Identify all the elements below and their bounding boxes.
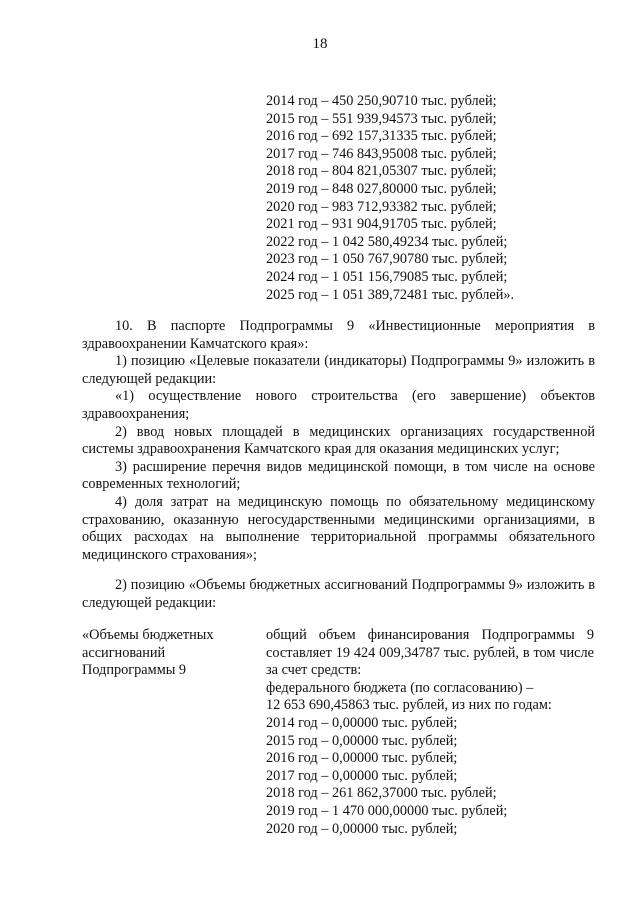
position-2-intro: 2) позицию «Объемы бюджетных ассигнований Подпрограммы 9» изложить в следующей редакции: bbox=[82, 577, 595, 611]
indicator-2: 2) ввод новых площадей в медицинских организациях государственной системы здравоохранения Камчатского края для оказания медицинских услуг; bbox=[82, 423, 595, 458]
indicator-3: 3) расширение перечня видов медицинской помощи, в том числе на основе современных технологий; bbox=[82, 458, 595, 493]
federal-budget-line: федерального бюджета (по согласованию) – bbox=[266, 679, 534, 696]
year-line: 2018 год – 261 862,37000 тыс. рублей; bbox=[266, 785, 497, 802]
indicator-4: 4) доля затрат на медицинскую помощь по обязательному медицинскому страхованию, оказанную негосударственными медицинскими организациями, в общих расходах на выполнение территориальной программы обязательного медицинского страхования»; bbox=[82, 493, 595, 563]
table-right-cell bbox=[266, 627, 594, 838]
year-line: 2017 год – 746 843,95008 тыс. рублей; bbox=[266, 145, 497, 162]
position-2-section bbox=[82, 577, 595, 612]
year-line: 2015 год – 551 939,94573 тыс. рублей; bbox=[266, 110, 497, 127]
funding-by-year-list bbox=[266, 93, 514, 304]
year-line: 2021 год – 931 904,91705 тыс. рублей; bbox=[266, 216, 497, 233]
position-1-intro: 1) позицию «Целевые показатели (индикаторы) Подпрограммы 9» изложить в следующей редакции: bbox=[82, 353, 595, 387]
year-line: 2014 год – 450 250,90710 тыс. рублей; bbox=[266, 93, 497, 109]
year-line: 2017 год – 0,00000 тыс. рублей; bbox=[266, 767, 458, 784]
year-line: 2019 год – 848 027,80000 тыс. рублей; bbox=[266, 180, 497, 197]
year-line: 2018 год – 804 821,05307 тыс. рублей; bbox=[266, 163, 497, 180]
year-line: 2016 год – 0,00000 тыс. рублей; bbox=[266, 750, 458, 767]
federal-budget-amount: 12 653 690,45863 тыс. рублей, из них по годам: bbox=[266, 697, 552, 714]
year-line: 2014 год – 0,00000 тыс. рублей; bbox=[266, 714, 458, 731]
page-number: 18 bbox=[312, 36, 328, 52]
indicator-1: «1) осуществление нового строительства (его завершение) объектов здравоохранения; bbox=[82, 388, 595, 422]
item-10-section bbox=[82, 318, 595, 564]
year-line: 2019 год – 1 470 000,00000 тыс. рублей; bbox=[266, 802, 508, 819]
year-line: 2020 год – 0,00000 тыс. рублей; bbox=[266, 820, 458, 837]
item-10-paragraph: 10. В паспорте Подпрограммы 9 «Инвестиционные мероприятия в здравоохранении Камчатского края»: bbox=[82, 318, 595, 352]
year-line: 2020 год – 983 712,93382 тыс. рублей; bbox=[266, 198, 497, 215]
year-line: 2016 год – 692 157,31335 тыс. рублей; bbox=[266, 128, 497, 145]
year-line: 2022 год – 1 042 580,49234 тыс. рублей; bbox=[266, 233, 508, 250]
total-funding-text: общий объем финансирования Подпрограммы 9 составляет 19 424 009,34787 тыс. рублей, в том числе за счет средств: bbox=[266, 627, 594, 679]
table-left-cell: «Объемы бюджетных ассигнований Подпрограммы 9 bbox=[82, 627, 214, 679]
year-line: 2015 год – 0,00000 тыс. рублей; bbox=[266, 732, 458, 749]
year-line: 2024 год – 1 051 156,79085 тыс. рублей; bbox=[266, 268, 508, 285]
year-line: 2023 год – 1 050 767,90780 тыс. рублей; bbox=[266, 251, 508, 268]
year-line: 2025 год – 1 051 389,72481 тыс. рублей». bbox=[266, 286, 515, 303]
